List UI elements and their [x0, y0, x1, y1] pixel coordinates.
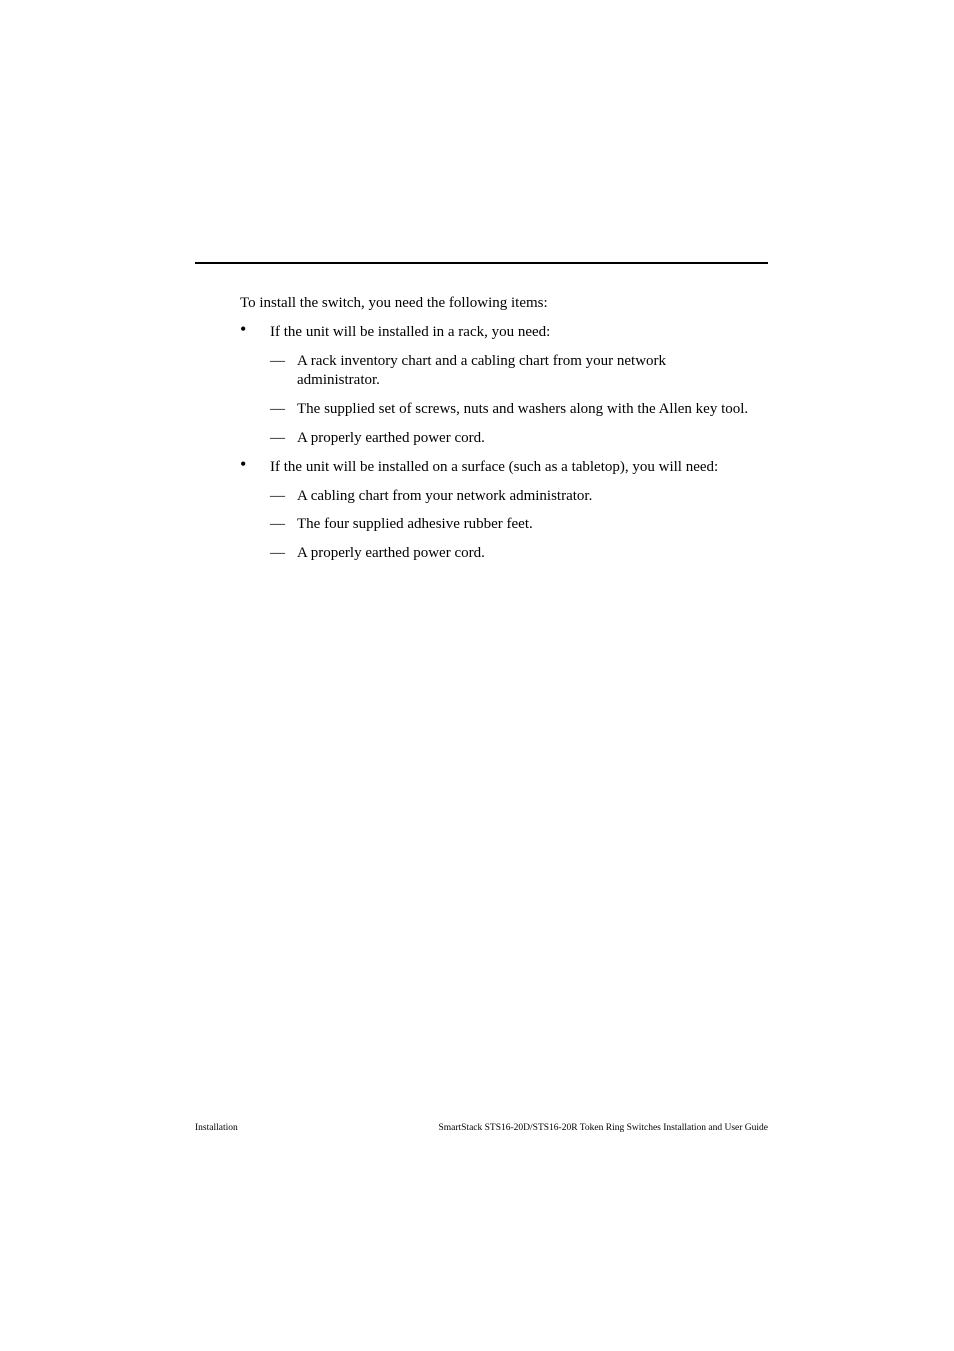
- dash-icon: —: [270, 353, 285, 369]
- dash-icon: —: [270, 516, 285, 532]
- dash-icon: —: [270, 401, 285, 417]
- sub-item-text: The four supplied adhesive rubber feet.: [297, 516, 533, 532]
- footer-document-title: SmartStack STS16-20D/STS16-20R Token Ring Switches Installation and User Guide: [438, 1123, 768, 1133]
- header-rule: [195, 262, 768, 264]
- dash-icon: —: [270, 488, 285, 504]
- dash-icon: —: [270, 545, 285, 561]
- sub-item-text: A properly earthed power cord.: [297, 545, 485, 561]
- intro-text: To install the switch, you need the following items:: [240, 295, 548, 311]
- sub-item-text: A properly earthed power cord.: [297, 430, 485, 446]
- sub-item-text: The supplied set of screws, nuts and washers along with the Allen key tool.: [297, 401, 749, 417]
- sub-item-text: A cabling chart from your network administrator.: [297, 488, 593, 504]
- bullet-icon: •: [240, 454, 247, 474]
- bullet-label: If the unit will be installed in a rack, you need:: [270, 324, 551, 340]
- footer-section-title: Installation: [195, 1123, 238, 1133]
- sub-item-text: A rack inventory chart and a cabling chart from your network administrator.: [297, 353, 667, 388]
- dash-icon: —: [270, 430, 285, 446]
- bullet-label: If the unit will be installed on a surface (such as a tabletop), you will need:: [270, 459, 719, 475]
- bullet-icon: •: [240, 319, 247, 339]
